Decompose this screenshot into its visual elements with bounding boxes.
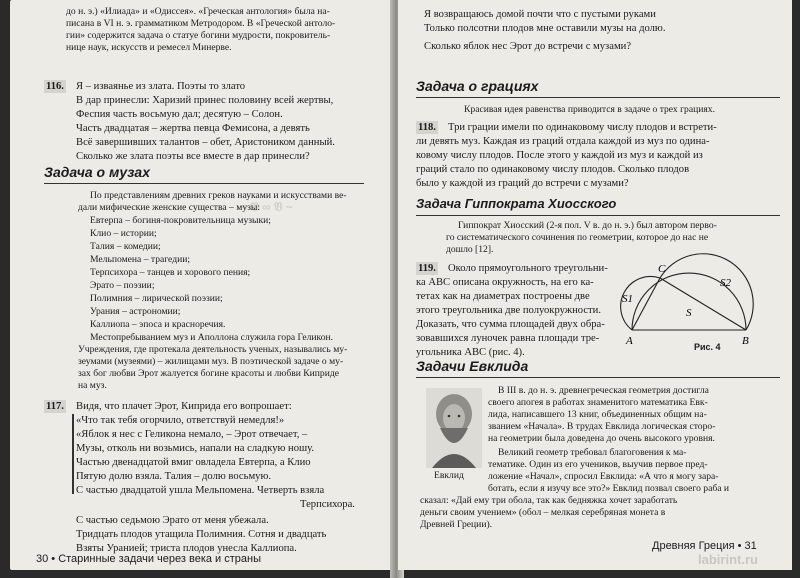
body-line: тематике. Один из его учеников, выучив первое пред-: [488, 459, 708, 470]
body-line: дали мифические женские существа – музы:: [78, 202, 261, 213]
body-line: ботать, если я изучу все это?» Евклид позвал своего раба и: [488, 483, 730, 494]
muse-line: Терпсихора – танцев и хорового пения;: [90, 267, 251, 278]
leg-ac: [632, 278, 660, 330]
label-s1: S1: [622, 293, 633, 305]
body-line: Местопребыванием муз и Аполлона служила гора Геликон.: [90, 332, 334, 343]
body-line: этого треугольника две полуокружности.: [416, 305, 601, 316]
section-intro: дошло [12].: [446, 244, 494, 255]
poem-line: Видя, что плачет Эрот, Киприда его вопрошает:: [76, 401, 292, 412]
problem-117-number: 117.: [46, 401, 64, 412]
section-intro: Красивая идея равенства приводится в задаче о трех грациях.: [464, 104, 715, 115]
left-page: [10, 0, 394, 570]
body-line: зеумами (музеями) – жилищами муз. В поэтической задаче о му-: [78, 356, 344, 367]
semicircle-cb: [660, 254, 753, 330]
body-line: на геометрии была доведена до очень высокого уровня.: [488, 433, 715, 444]
section-title-muses: Задача о музах: [44, 164, 150, 180]
poem-line: С частью двадцатой ушла Мельпомена. Четверть взяла: [76, 485, 325, 496]
body-line: В III в. до н. э. древнегреческая геометрия достигла: [498, 385, 709, 396]
section-title-graces: Задача о грациях: [416, 78, 539, 94]
poem-line: Всё завершивших талантов – обет, Аристоником данный.: [76, 137, 335, 148]
right-page: [398, 0, 792, 570]
body-line: ли девять муз. Каждая из граций отдала каждой из муз по одина-: [416, 136, 710, 147]
poem-line: Частью двенадцатой вмиг овладела Евтерпа, а Клио: [76, 457, 311, 468]
body-line: было у каждой из граций до встречи с музами?: [416, 178, 629, 189]
body-line: званием «Начала». В трудах Евклида логическая сторо-: [488, 421, 716, 432]
page-footer-right: Древняя Греция • 31: [652, 540, 757, 552]
body-line: своего апогея в работах знаменитого математика Евк-: [488, 397, 708, 408]
question-line: Сколько яблок нес Эрот до встречи с музами?: [424, 41, 632, 52]
problem-118-number: 118.: [418, 122, 436, 133]
page-footer-left: 30 • Старинные задачи через века и страны: [36, 553, 262, 565]
problem-116-number: 116.: [46, 81, 64, 92]
intro-line: до н. э.) «Илиада» и «Одиссея». «Греческая антология» была на-: [66, 6, 330, 17]
muse-line: Эрато – поэзии;: [90, 280, 155, 291]
body-line: зовавшихся луночек равна площади тре-: [416, 333, 600, 344]
label-s: S: [686, 307, 692, 319]
poem-line: Сколько же злата поэты все вместе в дар принесли?: [76, 151, 310, 162]
section-rule: [416, 377, 780, 378]
poem-line: С частью седьмою Эрато от меня убежала.: [76, 515, 269, 526]
body-line: Древней Греции).: [420, 519, 493, 530]
body-line: лида, написавшего 13 книг, объединенных общим на-: [488, 409, 707, 420]
body-line: Три грации имели по одинаковому числу плодов и встрети-: [448, 122, 717, 133]
body-line: деньги своим учением» (обол – мелкая серебряная монета в: [420, 507, 666, 518]
muse-line: Урания – астрономии;: [90, 306, 181, 317]
poem-line: Феспия часть восьмую дал; десятую – Солон.: [76, 109, 283, 120]
intro-line: писана в VI н. э. грамматиком Метродором. В «Греческой антоло-: [66, 18, 336, 29]
poem-line: Я возвращаюсь домой почти что с пустыми руками: [424, 9, 656, 20]
figure-caption: Рис. 4: [694, 342, 721, 352]
poem-line: Часть двадцатая – жертва певца Фемисона, а девять: [76, 123, 310, 134]
muse-line: Мельпомена – трагедии;: [90, 254, 191, 265]
show-through-text: ~ 𝔙 ∞ 𝔙 ~: [240, 200, 293, 214]
watermark: labirint.ru: [698, 552, 758, 567]
section-title-hippocrates: Задача Гиппократа Хиосского: [416, 196, 617, 211]
body-line: граций стало по одинаковому числу плодов. Сколько плодов: [416, 164, 690, 175]
body-line: на муз.: [78, 380, 107, 391]
section-intro: Гиппократ Хиосский (2-я пол. V в. до н. э.) был автором перво-: [458, 220, 717, 231]
section-intro: го систематического сочинения по геометрии, которое до нас не: [446, 232, 709, 243]
body-line: зах бог любви Эрот жалуется богине красоты и любви Киприде: [78, 368, 339, 379]
body-line: По представлениям древних греков науками и искусствами ве-: [90, 190, 347, 201]
section-title-euclid: Задачи Евклида: [416, 358, 529, 374]
body-line: ковому числу плодов. После этого у каждой из муз и каждой из: [416, 150, 703, 161]
euclid-portrait: [426, 388, 482, 468]
muse-line: Полимния – лирической поэзии;: [90, 293, 223, 304]
muse-line: Клио – истории;: [90, 228, 157, 239]
body-line: угольника ABC (рис. 4).: [416, 347, 525, 358]
intro-line: гии» содержится задача о статуе богини мудрости, покровитель-: [66, 30, 331, 41]
muse-line: Талия – комедии;: [90, 241, 161, 252]
leg-cb: [660, 278, 746, 330]
body-line: Доказать, что сумма площадей двух обра-: [416, 319, 605, 330]
poem-line: Я – изваянье из злата. Поэты то злато: [76, 81, 246, 92]
poem-line: В дар принесли: Харизий принес половину всей жертвы,: [76, 95, 334, 106]
body-line: тетах как на диаметрах построены две: [416, 291, 590, 302]
poem-line: «Яблок я нес с Геликона немало, – Эрот отвечает, –: [76, 429, 308, 440]
poem-line: Терпсихора.: [300, 499, 355, 510]
body-line: Около прямоугольного треугольни-: [448, 263, 608, 274]
body-line: Великий геометр требовал благоговения к ма-: [498, 447, 687, 458]
poem-line: Только полсотни плодов мне оставили музы на долю.: [424, 23, 666, 34]
portrait-caption: Евклид: [434, 470, 464, 481]
label-b: B: [742, 335, 749, 347]
section-rule: [44, 183, 364, 184]
poem-line: Взяты Уранией; триста плодов унесла Каллиопа.: [76, 543, 297, 554]
label-a: A: [626, 335, 633, 347]
label-c: C: [658, 263, 666, 275]
poem-line: Пятую долю взяла. Талия – долю восьмую.: [76, 471, 272, 482]
section-rule: [416, 215, 780, 216]
body-line: Учреждения, где протекала деятельность ученых, назывались му-: [78, 344, 348, 355]
label-s2: S2: [720, 277, 731, 289]
problem-119-number: 119.: [418, 263, 436, 274]
figure-lunes: [620, 252, 770, 352]
intro-line: нице наук, искусств и ремесел Минерве.: [66, 42, 232, 53]
body-line: ка ABC описана окружность, на его ка-: [416, 277, 594, 288]
section-rule: [416, 97, 780, 98]
body-line: ложение «Начал», спросил Евклида: «А что я могу зара-: [488, 471, 719, 482]
body-line: сказал: «Дай ему три обола, так как бедняжка хочет заработать: [420, 495, 678, 506]
margin-bar: [72, 414, 74, 494]
muse-line: Каллиопа – эпоса и красноречия.: [90, 319, 226, 330]
poem-line: Тридцать плодов утащила Полимния. Сотня и двадцать: [76, 529, 327, 540]
poem-line: Музы, отколь ни возьмись, напали на сладкую ношу.: [76, 443, 315, 454]
poem-line: «Что так тебя огорчило, ответствуй немедля!»: [76, 415, 285, 426]
muse-line: Евтерпа – богиня-покровительница музыки;: [90, 215, 271, 226]
